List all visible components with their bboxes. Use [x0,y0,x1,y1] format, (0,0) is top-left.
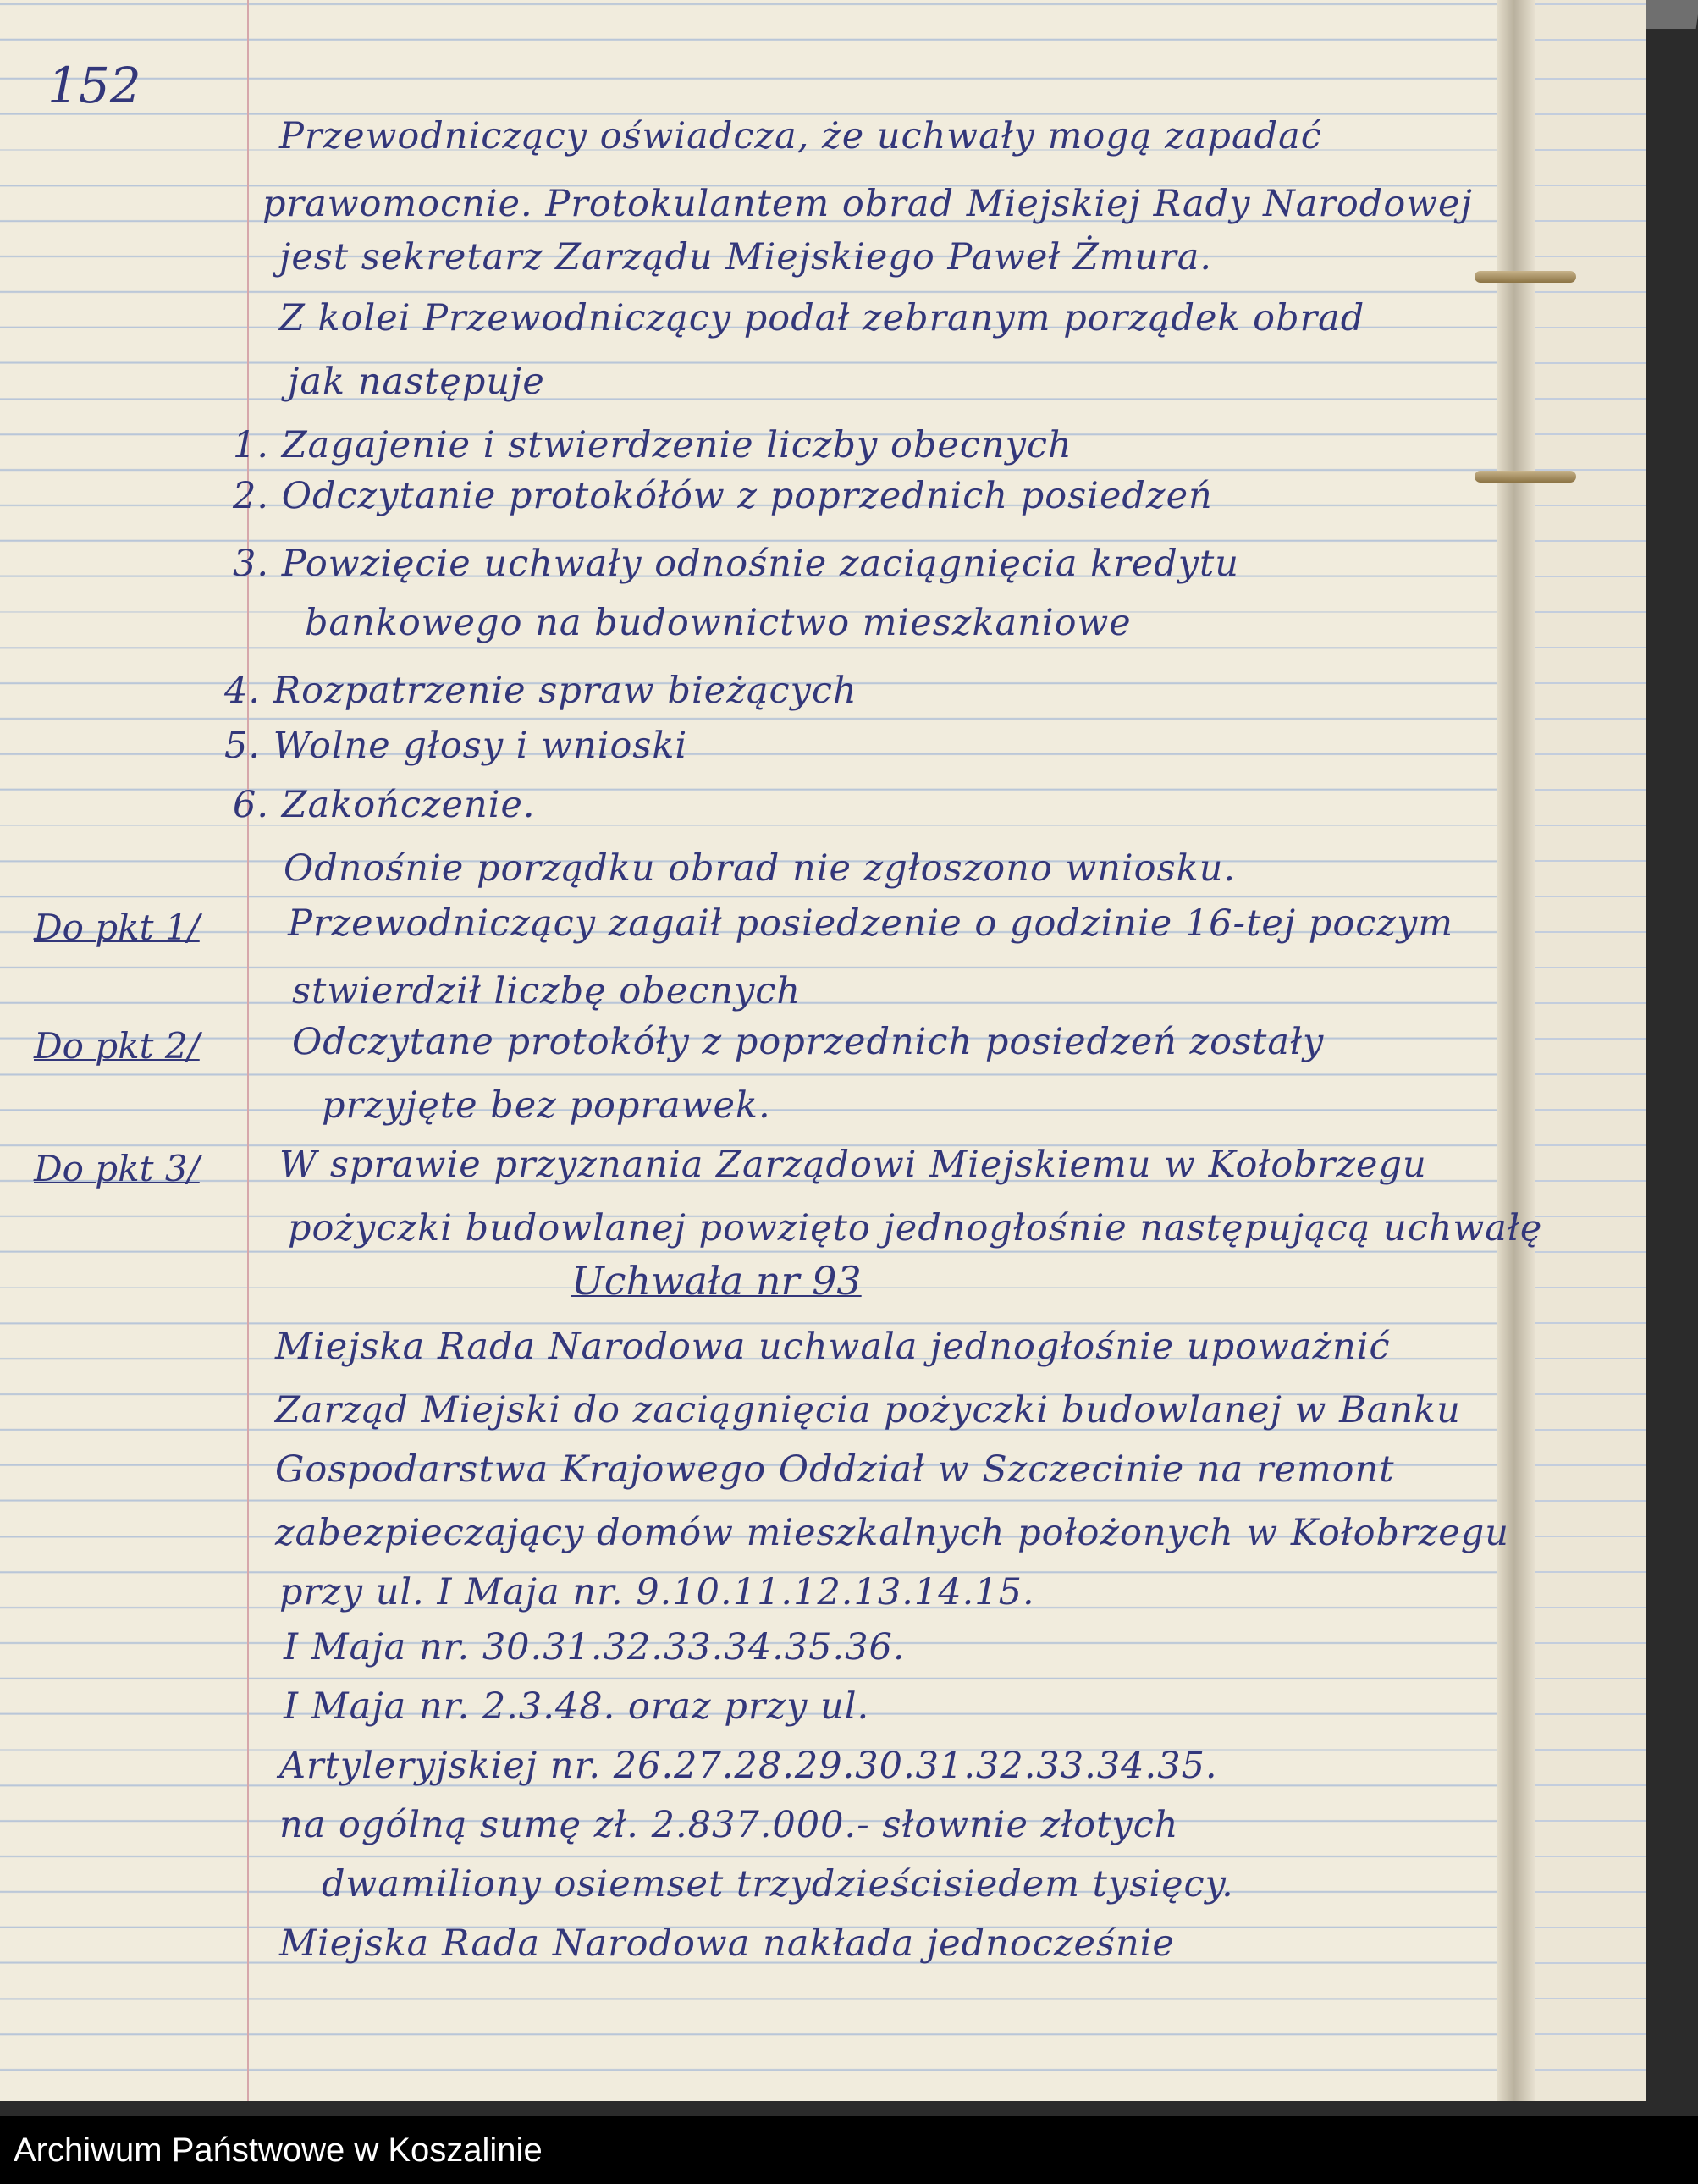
agenda-item: 2. Odczytanie protokółów z poprzednich posiedzeń [233,475,1213,517]
text-line: Miejska Rada Narodowa nakłada jednocześnie [279,1922,1175,1965]
binding-thread-bottom [1475,471,1576,483]
margin-label-pkt-3: Do pkt 3/ [34,1148,200,1189]
text-line: I Maja nr. 2.3.48. oraz przy ul. [284,1685,870,1728]
binding-thread-top [1475,271,1576,283]
text-line: przyjęte bez poprawek. [322,1084,771,1127]
adjacent-page-edge [1535,0,1646,2101]
agenda-item: 3. Powzięcie uchwały odnośnie zaciągnięcia kredytu [233,543,1239,585]
agenda-item: 5. Wolne głosy i wnioski [224,725,688,767]
text-line: przy ul. I Maja nr. 9.10.11.12.13.14.15. [279,1571,1035,1613]
text-line: I Maja nr. 30.31.32.33.34.35.36. [284,1626,906,1668]
text-line: Gospodarstwa Krajowego Oddział w Szczecinie na remont [275,1448,1395,1491]
archive-name: Archiwum Państwowe w Koszalinie [14,2132,543,2169]
text-line: pożyczki budowlanej powzięto jednogłośnie następującą uchwałę [288,1207,1543,1249]
agenda-item: 4. Rozpatrzenie spraw bieżących [224,670,857,712]
text-line: prawomocnie. Protokulantem obrad Miejskiej Rady Narodowej [262,183,1473,225]
text-line: na ogólną sumę zł. 2.837.000.- słownie złotych [279,1804,1179,1846]
margin-label-pkt-1: Do pkt 1/ [34,907,200,948]
text-line: Przewodniczący oświadcza, że uchwały mogą zapadać [279,115,1322,157]
text-line: zabezpieczający domów mieszkalnych położonych w Kołobrzegu [275,1512,1509,1554]
text-line: Miejska Rada Narodowa uchwala jednogłośnie upoważnić [275,1326,1391,1368]
text-line: stwierdził liczbę obecnych [292,970,802,1012]
notebook-spine [1497,0,1535,2101]
margin-label-pkt-2: Do pkt 2/ [34,1025,200,1067]
text-line: W sprawie przyznania Zarządowi Miejskiemu w Kołobrzegu [279,1144,1427,1186]
text-line: Zarząd Miejski do zaciągnięcia pożyczki budowlanej w Banku [275,1389,1461,1431]
text-line: Odnośnie porządku obrad nie zgłoszono wniosku. [284,847,1237,890]
resolution-heading: Uchwała nr 93 [571,1258,862,1304]
text-line: Z kolei Przewodniczący podał zebranym porządek obrad [279,297,1365,339]
agenda-item: 1. Zagajenie i stwierdzenie liczby obecnych [233,424,1072,466]
text-line: dwamiliony osiemset trzydzieścisiedem tysięcy. [322,1863,1234,1905]
page-number: 152 [47,57,141,114]
text-line: Artyleryjskiej nr. 26.27.28.29.30.31.32.33.34.35. [279,1745,1218,1787]
text-line: jest sekretarz Zarządu Miejskiego Paweł Żmura. [279,236,1213,279]
agenda-item: 6. Zakończenie. [233,784,536,826]
text-line: Przewodniczący zagaił posiedzenie o godzinie 16-tej poczym [288,902,1454,945]
text-line: jak następuje [288,361,545,403]
archive-footer [0,2116,1698,2184]
text-line: bankowego na budownictwo mieszkaniowe [305,602,1132,644]
margin-line [247,0,249,2101]
text-line: Odczytane protokóły z poprzednich posiedzeń zostały [292,1021,1325,1063]
